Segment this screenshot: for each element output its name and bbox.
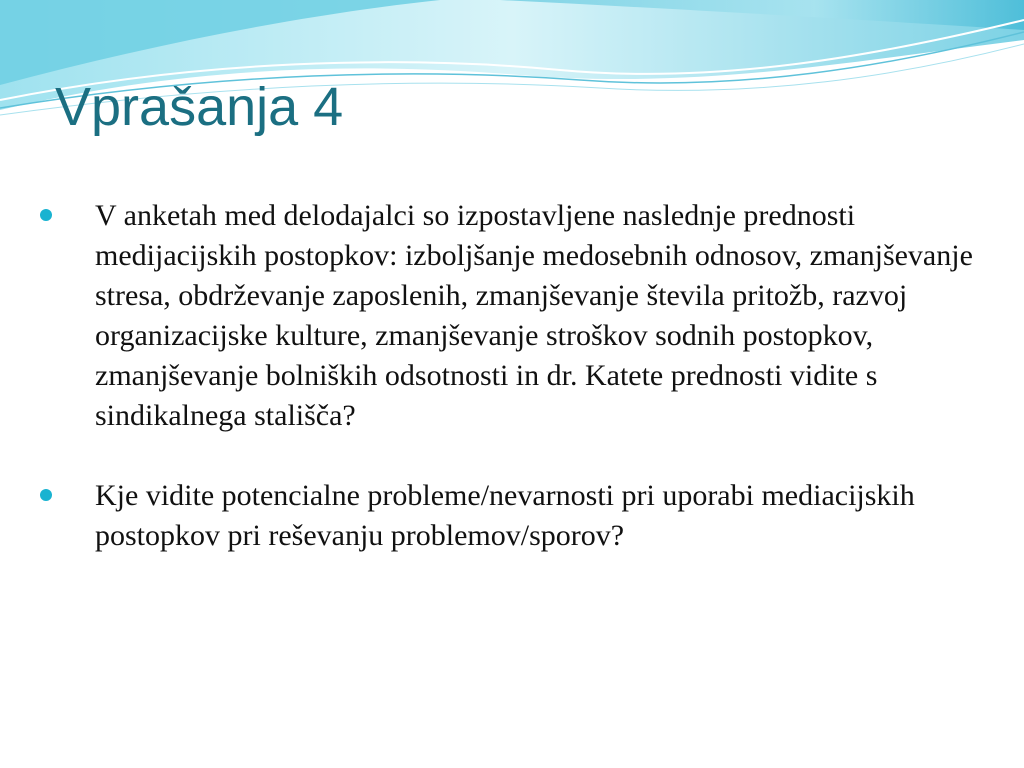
bullet-text: Kje vidite potencialne probleme/nevarnosti pri uporabi mediacijskih postopkov pri reševanju problemov/sporov? [95, 479, 915, 552]
bullet-item [40, 476, 990, 556]
bullet-list [40, 196, 990, 556]
bullet-text: V anketah med delodajalci so izpostavljene naslednje prednosti medijacijskih postopkov: izboljšanje medosebnih odnosov, zmanjševanje stresa, obdrževanje zaposlenih, zmanjševanje števila pritožb, razvoj organizacijske kulture, zmanjševanje stroškov sodnih postopkov, zmanjševanje bolniških odsotnosti in dr. Katete prednosti vidite s sindikalnega stališča? [95, 199, 973, 432]
slide-title: Vprašanja 4 [55, 77, 344, 137]
bullet-dot-icon [40, 209, 52, 221]
slide-content [40, 196, 990, 556]
bullet-item [40, 196, 990, 436]
bullet-dot-icon [40, 489, 52, 501]
